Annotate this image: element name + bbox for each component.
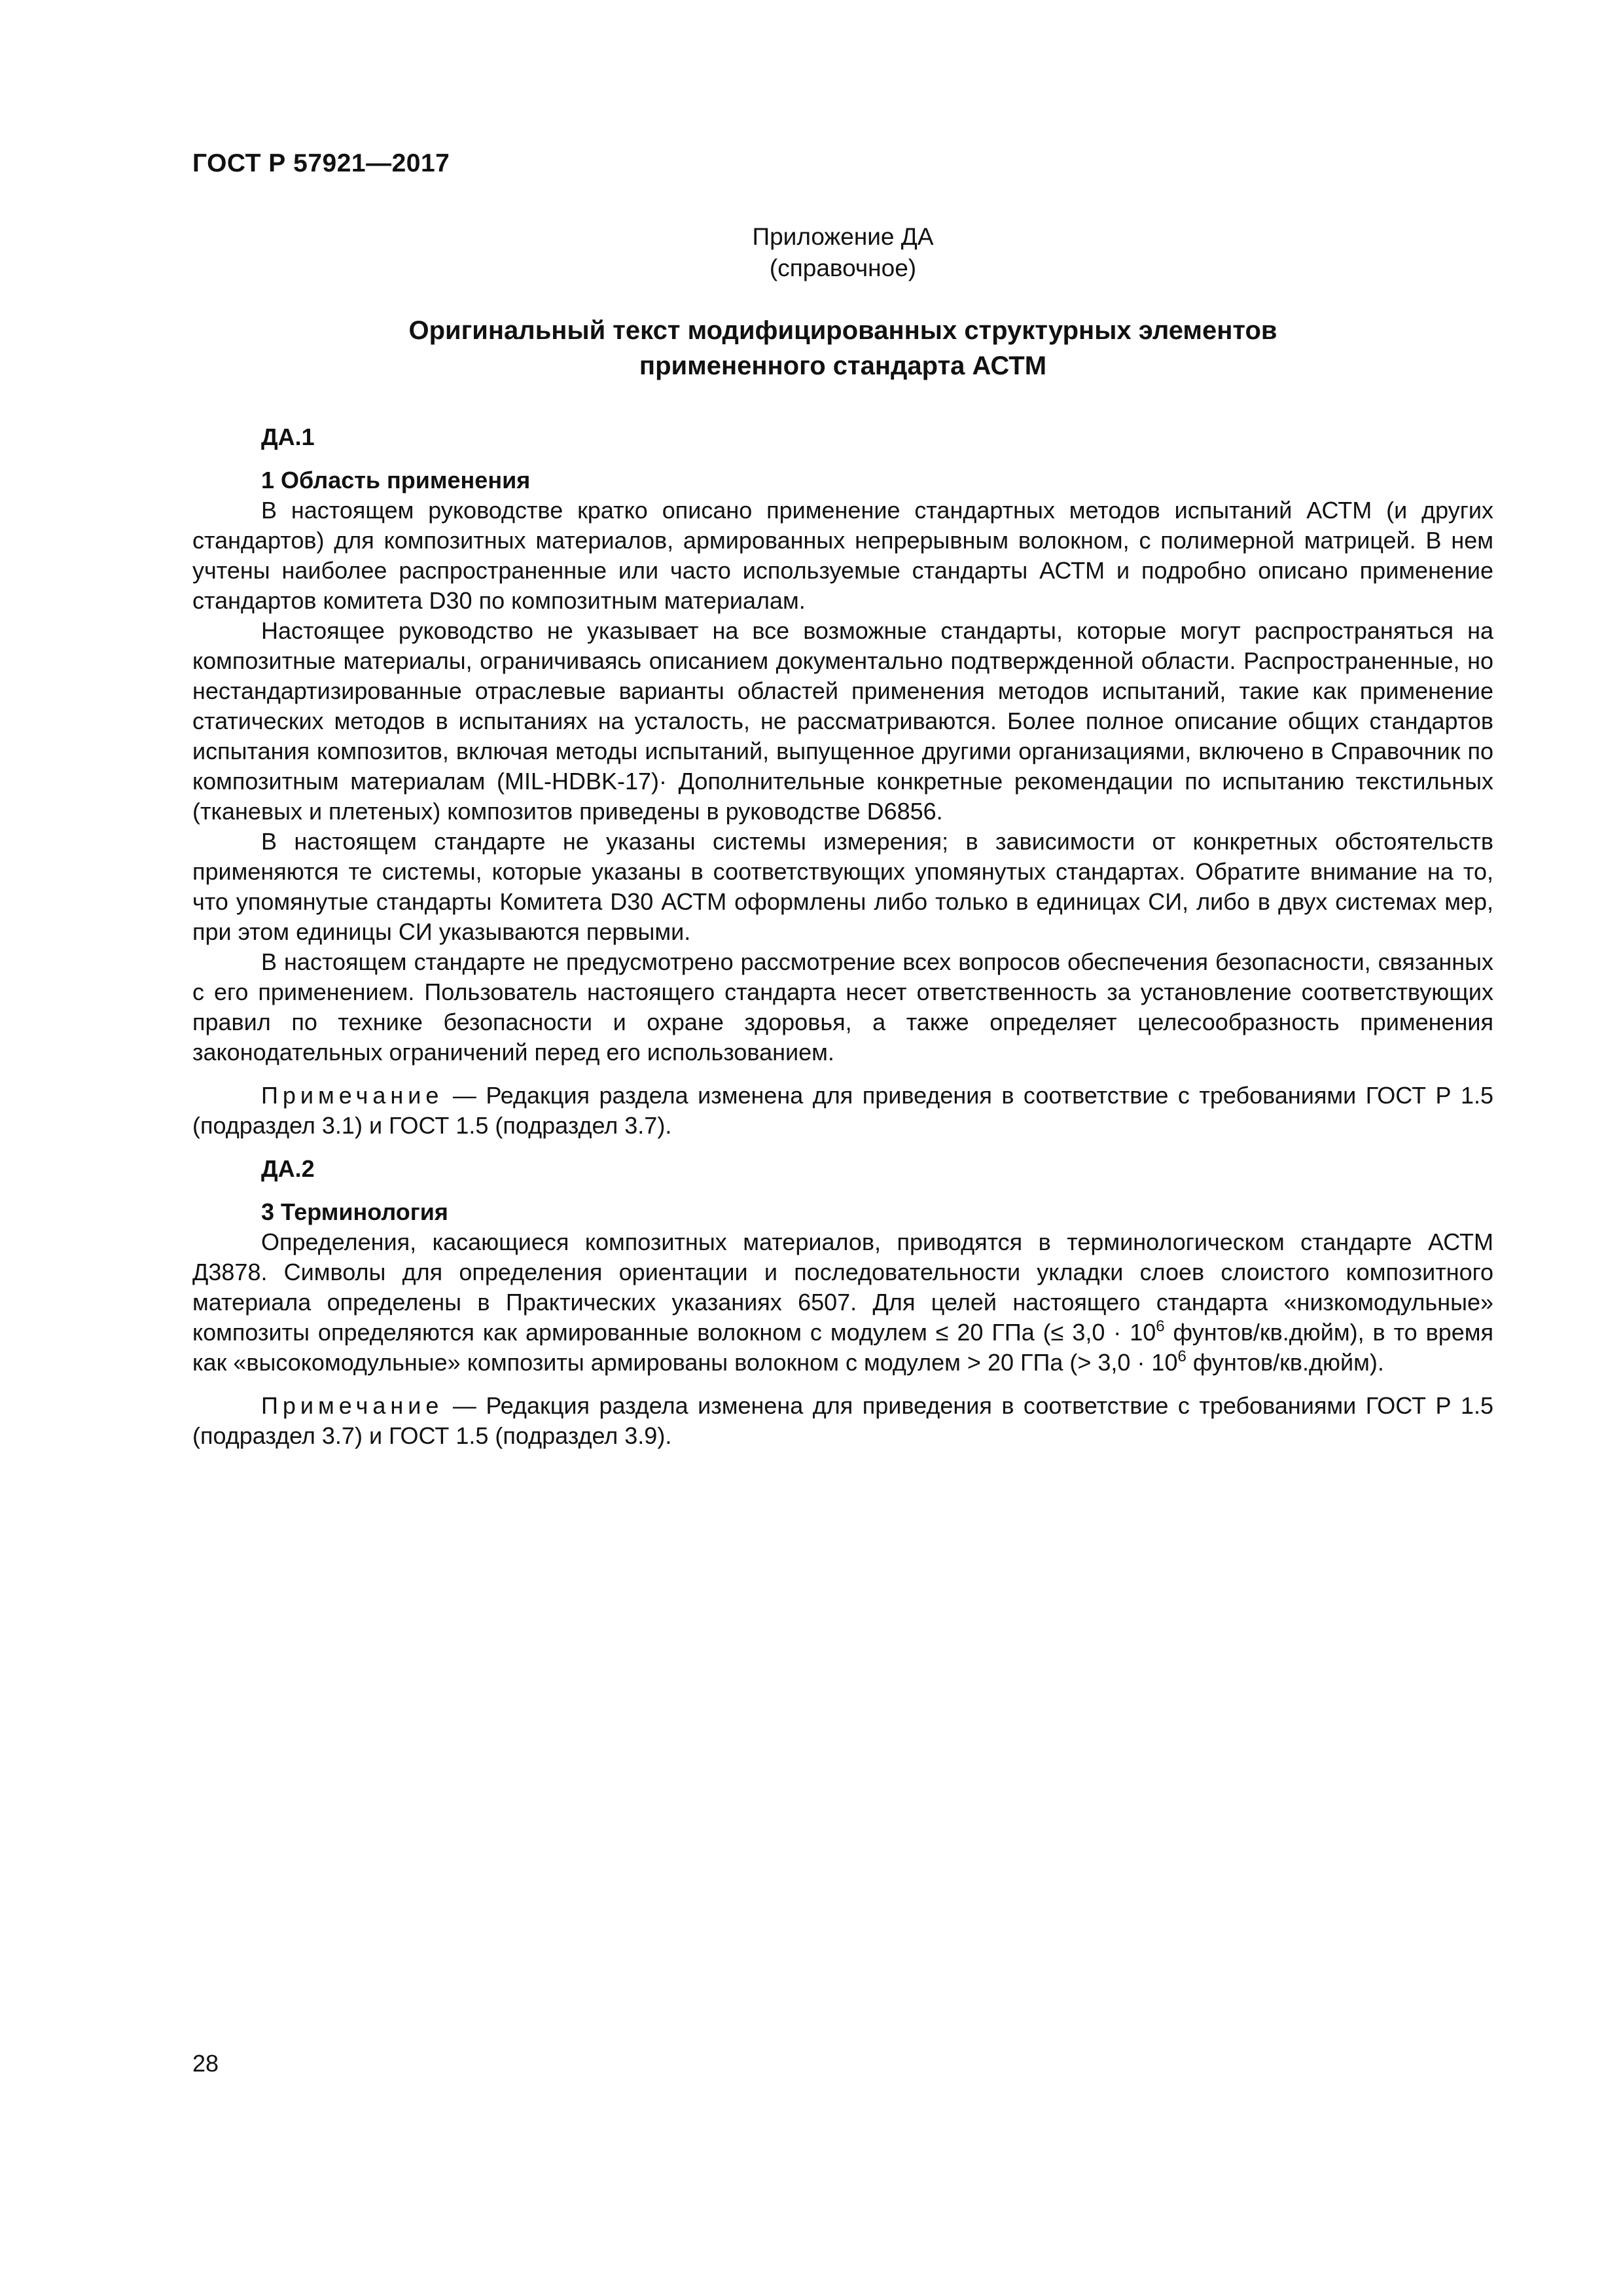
- scope-paragraph-1: В настоящем руководстве кратко описано применение стандартных методов испытаний АСТМ (и других стандартов) для композитных материалов, армированных непрерывным волокном, с полимерной матрицей. В нем учтены наиболее распространенные или часто используемые стандарты АСТМ и подробно описано применение стандартов комитета D30 по композитным материалам.: [192, 497, 1493, 614]
- section-heading-terminology: 3 Терминология: [261, 1198, 448, 1225]
- document-code-header: ГОСТ Р 57921—2017: [192, 149, 450, 177]
- document-title-line-1: Оригинальный текст модифицированных структурных элементов: [408, 316, 1277, 345]
- scope-paragraph-3: В настоящем стандарте не указаны системы измерения; в зависимости от конкретных обстоятельств применяются те системы, которые указаны в соответствующих упомянутых стандартах. Обратите внимание на то, что упомянутые стандарты Комитета D30 АСТМ оформлены либо только в единицах СИ, либо в двух системах мер, при этом единицы СИ указываются первыми.: [192, 828, 1493, 945]
- document-title: [192, 313, 1493, 384]
- appendix-heading: [192, 221, 1493, 284]
- terminology-text-part-3: фунтов/кв.дюйм).: [1186, 1349, 1384, 1376]
- scope-note: [192, 1081, 1493, 1141]
- exponent-2: 6: [1177, 1348, 1186, 1365]
- exponent-1: 6: [1156, 1318, 1165, 1335]
- note-text: — Редакция раздела изменена для приведения в соответствие с требованиями ГОСТ Р 1.5 (подраздел 3.7) и ГОСТ 1.5 (подраздел 3.9).: [192, 1392, 1493, 1449]
- terminology-text-part-2: фунтов/кв.дюйм), в то время как «высокомодульные» композиты армированы волокном с модулем > 20 ГПа (> 3,0 · 10: [192, 1319, 1493, 1376]
- terminology-note: [192, 1391, 1493, 1451]
- note-label: Примечание: [261, 1392, 444, 1419]
- note-text: — Редакция раздела изменена для приведения в соответствие с требованиями ГОСТ Р 1.5 (подраздел 3.1) и ГОСТ 1.5 (подраздел 3.7).: [192, 1082, 1493, 1139]
- appendix-subtitle: (справочное): [769, 255, 917, 281]
- note-label: Примечание: [261, 1082, 444, 1109]
- section-label-da2: ДА.2: [261, 1155, 315, 1182]
- page-number: 28: [192, 2050, 219, 2077]
- scope-paragraph-2: Настоящее руководство не указывает на все возможные стандарты, которые могут распространяться на композитные материалы, ограничиваясь описанием документально подтвержденной области. Распространенные, но нестандартизированные отраслевые варианты областей применения методов испытаний, такие как применение статических методов в испытаниях на усталость, не рассматриваются. Более полное описание общих стандартов испытания композитов, включая методы испытаний, выпущенное другими организациями, включено в Справочник по композитным материалам (MIL-HDBK-17)· Дополнительные конкретные рекомендации по испытанию текстильных (тканевых и плетеных) композитов приведены в руководстве D6856.: [192, 617, 1493, 825]
- document-body: [192, 422, 1493, 1451]
- document-title-line-2: примененного стандарта АСТМ: [639, 351, 1047, 380]
- terminology-text-part-1: Определения, касающиеся композитных материалов, приводятся в терминологическом стандарте АСТМ Д3878. Символы для определения ориентации и последовательности укладки слоев слоистого композитного материала определены в Практических указаниях 6507. Для целей настоящего стандарта «низкомодульные» композиты определяются как армированные волокном с модулем ≤ 20 ГПа (≤ 3,0 · 10: [192, 1229, 1493, 1346]
- scope-paragraph-4: В настоящем стандарте не предусмотрено рассмотрение всех вопросов обеспечения безопасности, связанных с его применением. Пользователь настоящего стандарта несет ответственность за установление соответствующих правил по технике безопасности и охране здоровья, а также определяет целесообразность применения законодательных ограничений перед его использованием.: [192, 948, 1493, 1066]
- section-heading-scope: 1 Область применения: [261, 467, 531, 493]
- terminology-paragraph-1: [192, 1227, 1493, 1378]
- appendix-title: Приложение ДА: [752, 223, 934, 250]
- section-label-da1: ДА.1: [261, 423, 315, 450]
